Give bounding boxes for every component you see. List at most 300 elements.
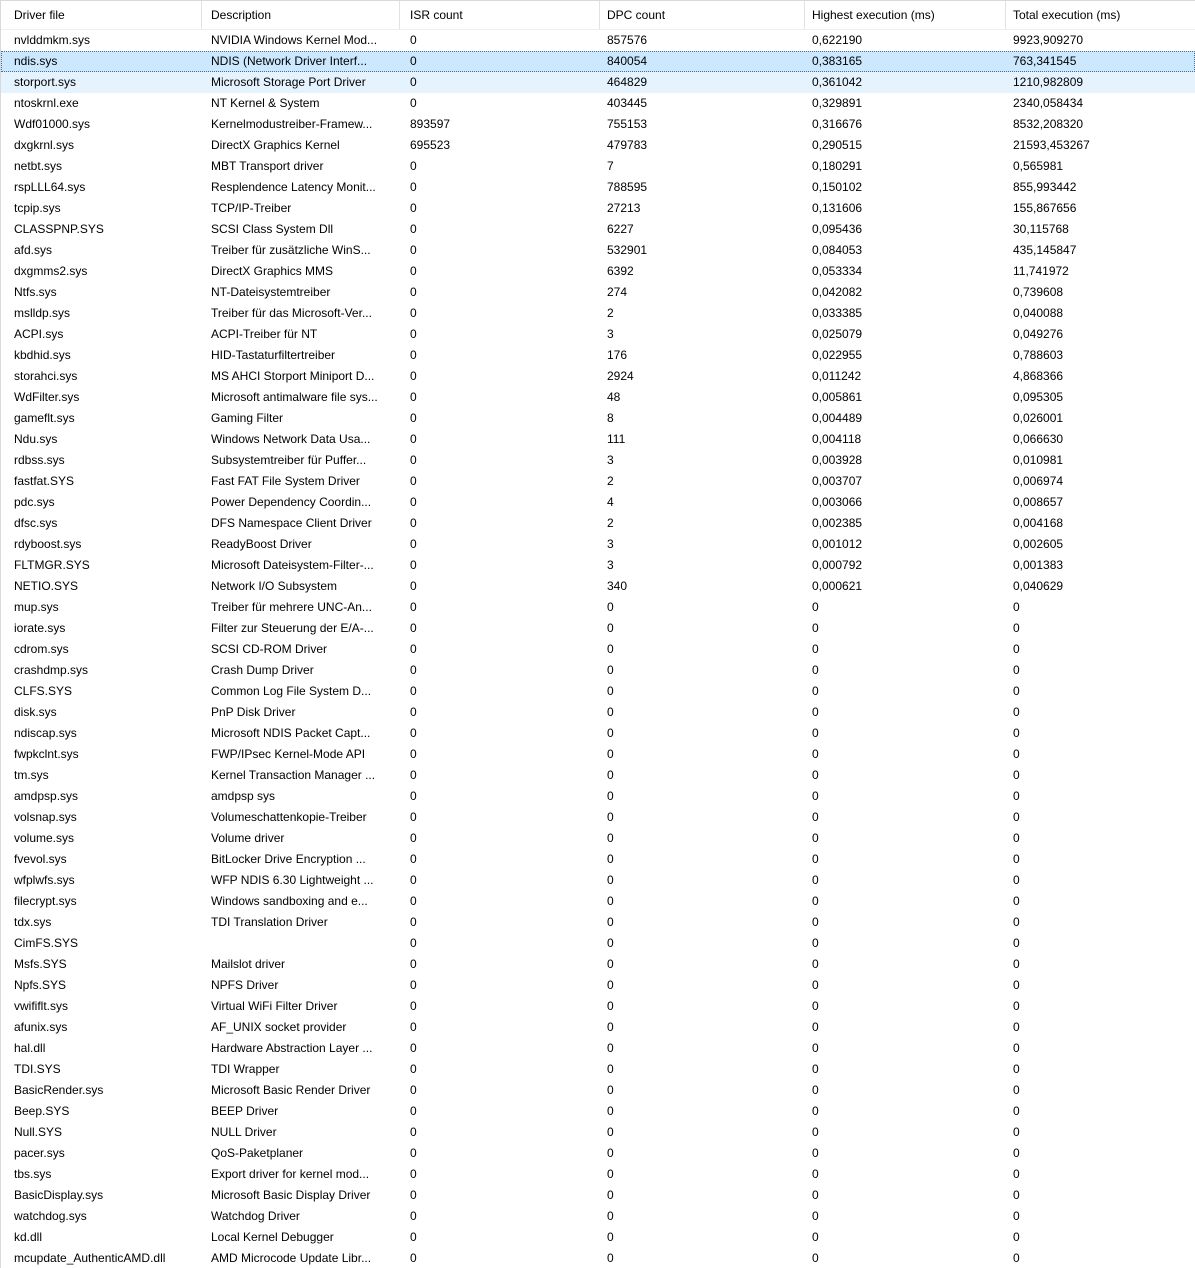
table-row[interactable] — [1, 996, 1195, 1017]
cell-dpc-count: 7 — [607, 159, 614, 173]
cell-dpc-count: 755153 — [607, 117, 648, 131]
cell-description: DirectX Graphics Kernel — [211, 138, 340, 152]
cell-driver-file: rdbss.sys — [14, 453, 65, 467]
cell-dpc-count: 0 — [607, 1230, 614, 1244]
cell-description: Treiber für mehrere UNC-An... — [211, 600, 372, 614]
table-row[interactable] — [1, 534, 1195, 555]
table-row[interactable] — [1, 576, 1195, 597]
cell-dpc-count: 2 — [607, 306, 614, 320]
cell-isr-count: 0 — [410, 915, 417, 929]
cell-description — [202, 933, 400, 954]
cell-description: Subsystemtreiber für Puffer... — [211, 453, 367, 467]
table-row[interactable] — [1, 681, 1195, 702]
table-row[interactable] — [1, 1227, 1195, 1248]
cell-highest-execution: 0 — [812, 1083, 819, 1097]
cell-highest-execution: 0 — [812, 1251, 819, 1265]
cell-total-execution: 30,115768 — [1013, 222, 1069, 236]
cell-dpc-count: 27213 — [607, 201, 641, 215]
cell-isr-count: 0 — [410, 201, 417, 215]
table-row[interactable] — [1, 51, 1195, 72]
table-row[interactable] — [1, 30, 1195, 51]
cell-description: QoS-Paketplaner — [211, 1146, 304, 1160]
table-row[interactable] — [1, 1059, 1195, 1080]
cell-dpc-count: 464829 — [607, 75, 648, 89]
cell-description: MS AHCI Storport Miniport D... — [211, 369, 375, 383]
table-row[interactable] — [1, 639, 1195, 660]
cell-highest-execution: 0,053334 — [812, 264, 863, 278]
cell-driver-file: watchdog.sys — [14, 1209, 87, 1223]
cell-description: BEEP Driver — [211, 1104, 279, 1118]
cell-driver-file: netbt.sys — [14, 159, 63, 173]
cell-highest-execution: 0,000792 — [812, 558, 863, 572]
cell-dpc-count: 0 — [607, 1083, 614, 1097]
table-row[interactable] — [1, 1143, 1195, 1164]
table-row[interactable] — [1, 828, 1195, 849]
cell-total-execution: 0 — [1013, 768, 1020, 782]
cell-isr-count: 0 — [410, 873, 417, 887]
table-row[interactable] — [1, 933, 1195, 954]
cell-highest-execution: 0,001012 — [812, 537, 863, 551]
cell-driver-file: BasicDisplay.sys — [14, 1188, 104, 1202]
cell-isr-count: 0 — [410, 1125, 417, 1139]
cell-description: WFP NDIS 6.30 Lightweight ... — [211, 873, 374, 887]
cell-isr-count: 0 — [410, 75, 417, 89]
cell-highest-execution: 0 — [812, 915, 819, 929]
cell-highest-execution: 0 — [812, 957, 819, 971]
cell-driver-file: CLASSPNP.SYS — [14, 222, 104, 236]
cell-total-execution: 1210,982809 — [1013, 75, 1084, 89]
cell-isr-count: 0 — [410, 54, 417, 68]
table-row[interactable] — [1, 408, 1195, 429]
cell-highest-execution: 0,004489 — [812, 411, 863, 425]
cell-description: Volume driver — [211, 831, 285, 845]
cell-description: DFS Namespace Client Driver — [211, 516, 372, 530]
cell-dpc-count: 532901 — [607, 243, 648, 257]
cell-total-execution: 0 — [1013, 915, 1020, 929]
table-row[interactable] — [1, 555, 1195, 576]
cell-driver-file: NETIO.SYS — [14, 579, 79, 593]
cell-description: amdpsp sys — [211, 789, 276, 803]
cell-dpc-count: 0 — [607, 978, 614, 992]
cell-isr-count: 0 — [410, 558, 417, 572]
cell-dpc-count: 274 — [607, 285, 628, 299]
table-row[interactable] — [1, 303, 1195, 324]
cell-description: TDI Translation Driver — [211, 915, 328, 929]
cell-highest-execution: 0,003707 — [812, 474, 863, 488]
cell-driver-file: iorate.sys — [14, 621, 66, 635]
cell-highest-execution: 0,003928 — [812, 453, 863, 467]
cell-total-execution: 0,026001 — [1013, 411, 1064, 425]
cell-description: Microsoft NDIS Packet Capt... — [211, 726, 371, 740]
cell-highest-execution: 0,095436 — [812, 222, 863, 236]
cell-isr-count: 0 — [410, 1020, 417, 1034]
cell-highest-execution: 0,003066 — [812, 495, 863, 509]
cell-driver-file: ntoskrnl.exe — [14, 96, 79, 110]
cell-highest-execution: 0,042082 — [812, 285, 863, 299]
cell-driver-file: disk.sys — [14, 705, 57, 719]
cell-dpc-count: 0 — [607, 726, 614, 740]
cell-driver-file: storport.sys — [14, 75, 77, 89]
cell-isr-count: 0 — [410, 33, 417, 47]
cell-highest-execution: 0 — [812, 705, 819, 719]
table-row[interactable] — [1, 597, 1195, 618]
cell-isr-count: 0 — [410, 810, 417, 824]
cell-dpc-count: 403445 — [607, 96, 648, 110]
cell-total-execution: 0 — [1013, 1188, 1020, 1202]
table-row[interactable] — [1, 177, 1195, 198]
cell-total-execution: 0,040629 — [1013, 579, 1064, 593]
cell-isr-count: 0 — [410, 327, 417, 341]
table-row[interactable] — [1, 72, 1195, 93]
cell-highest-execution: 0,316676 — [812, 117, 863, 131]
column-header-dpc-count[interactable]: DPC count — [600, 1, 805, 29]
cell-description: ACPI-Treiber für NT — [211, 327, 318, 341]
cell-description: HID-Tastaturfiltertreiber — [211, 348, 336, 362]
cell-highest-execution: 0,002385 — [812, 516, 863, 530]
table-row[interactable] — [1, 240, 1195, 261]
table-row[interactable] — [1, 261, 1195, 282]
cell-highest-execution: 0,150102 — [812, 180, 863, 194]
cell-total-execution: 4,868366 — [1013, 369, 1064, 383]
cell-isr-count: 0 — [410, 474, 417, 488]
table-row[interactable] — [1, 723, 1195, 744]
cell-description: Kernel Transaction Manager ... — [211, 768, 376, 782]
cell-total-execution: 0 — [1013, 1209, 1020, 1223]
cell-isr-count: 0 — [410, 516, 417, 530]
table-row[interactable] — [1, 135, 1195, 156]
cell-driver-file: crashdmp.sys — [14, 663, 89, 677]
cell-dpc-count: 0 — [607, 705, 614, 719]
cell-dpc-count: 8 — [607, 411, 614, 425]
cell-driver-file: ndis.sys — [14, 54, 58, 68]
cell-description: NULL Driver — [211, 1125, 277, 1139]
cell-total-execution: 0 — [1013, 831, 1020, 845]
cell-isr-count: 0 — [410, 411, 417, 425]
cell-highest-execution: 0 — [812, 936, 819, 950]
table-row[interactable] — [1, 1185, 1195, 1206]
table-row[interactable] — [1, 891, 1195, 912]
cell-dpc-count: 0 — [607, 894, 614, 908]
cell-total-execution: 8532,208320 — [1013, 117, 1084, 131]
cell-total-execution: 0,739608 — [1013, 285, 1064, 299]
cell-isr-count: 0 — [410, 684, 417, 698]
cell-isr-count: 0 — [410, 222, 417, 236]
cell-highest-execution: 0 — [812, 810, 819, 824]
cell-highest-execution: 0 — [812, 978, 819, 992]
cell-highest-execution: 0 — [812, 999, 819, 1013]
table-row[interactable] — [1, 744, 1195, 765]
table-row[interactable] — [1, 513, 1195, 534]
table-row[interactable] — [1, 324, 1195, 345]
table-row[interactable] — [1, 1080, 1195, 1101]
cell-total-execution: 0 — [1013, 936, 1020, 950]
table-row[interactable] — [1, 492, 1195, 513]
cell-description: PnP Disk Driver — [211, 705, 296, 719]
table-row[interactable] — [1, 702, 1195, 723]
cell-description: Resplendence Latency Monit... — [211, 180, 376, 194]
cell-isr-count: 0 — [410, 1188, 417, 1202]
cell-total-execution: 0,004168 — [1013, 516, 1064, 530]
cell-description: Mailslot driver — [211, 957, 286, 971]
table-row[interactable] — [1, 954, 1195, 975]
cell-description: Crash Dump Driver — [211, 663, 314, 677]
cell-isr-count: 0 — [410, 726, 417, 740]
cell-total-execution: 0 — [1013, 621, 1020, 635]
column-header-highest-execution[interactable]: Highest execution (ms) — [805, 1, 1006, 29]
cell-highest-execution: 0 — [812, 1146, 819, 1160]
cell-highest-execution: 0 — [812, 873, 819, 887]
cell-isr-count: 0 — [410, 768, 417, 782]
cell-isr-count: 0 — [410, 495, 417, 509]
cell-driver-file: fvevol.sys — [14, 852, 67, 866]
cell-total-execution: 0 — [1013, 957, 1020, 971]
table-row[interactable] — [1, 1164, 1195, 1185]
cell-highest-execution: 0 — [812, 1125, 819, 1139]
cell-total-execution: 0 — [1013, 789, 1020, 803]
cell-description: Microsoft antimalware file sys... — [211, 390, 378, 404]
cell-highest-execution: 0 — [812, 684, 819, 698]
cell-description: ReadyBoost Driver — [211, 537, 312, 551]
cell-dpc-count: 0 — [607, 873, 614, 887]
table-row[interactable] — [1, 345, 1195, 366]
cell-highest-execution: 0 — [812, 1167, 819, 1181]
cell-driver-file: volsnap.sys — [14, 810, 77, 824]
cell-total-execution: 0,066630 — [1013, 432, 1064, 446]
table-row[interactable] — [1, 1122, 1195, 1143]
table-row[interactable] — [1, 1101, 1195, 1122]
cell-isr-count: 0 — [410, 285, 417, 299]
table-row[interactable] — [1, 1206, 1195, 1227]
cell-isr-count: 0 — [410, 453, 417, 467]
cell-dpc-count: 0 — [607, 600, 614, 614]
column-header-isr-count[interactable]: ISR count — [400, 1, 600, 29]
cell-highest-execution: 0,033385 — [812, 306, 863, 320]
cell-driver-file: Npfs.SYS — [14, 978, 67, 992]
cell-description: Kernelmodustreiber-Framew... — [211, 117, 373, 131]
table-row[interactable] — [1, 471, 1195, 492]
table-row[interactable] — [1, 849, 1195, 870]
cell-highest-execution: 0 — [812, 1041, 819, 1055]
table-row[interactable] — [1, 807, 1195, 828]
cell-dpc-count: 0 — [607, 1125, 614, 1139]
cell-total-execution: 0,008657 — [1013, 495, 1064, 509]
cell-total-execution: 0 — [1013, 684, 1020, 698]
cell-isr-count: 0 — [410, 264, 417, 278]
cell-total-execution: 0 — [1013, 1020, 1020, 1034]
cell-dpc-count: 0 — [607, 1167, 614, 1181]
cell-description: SCSI Class System Dll — [211, 222, 334, 236]
table-row[interactable] — [1, 114, 1195, 135]
column-header-description[interactable]: Description — [202, 1, 400, 29]
cell-dpc-count: 0 — [607, 1020, 614, 1034]
cell-highest-execution: 0,290515 — [812, 138, 863, 152]
cell-description: Export driver for kernel mod... — [211, 1167, 370, 1181]
cell-driver-file: rspLLL64.sys — [14, 180, 86, 194]
cell-highest-execution: 0 — [812, 1062, 819, 1076]
cell-total-execution: 2340,058434 — [1013, 96, 1084, 110]
cell-total-execution: 0 — [1013, 726, 1020, 740]
cell-description: Windows Network Data Usa... — [211, 432, 371, 446]
cell-isr-count: 0 — [410, 747, 417, 761]
cell-highest-execution: 0,022955 — [812, 348, 863, 362]
cell-isr-count: 0 — [410, 1104, 417, 1118]
table-row[interactable] — [1, 1017, 1195, 1038]
cell-highest-execution: 0,011242 — [812, 369, 862, 383]
cell-isr-count: 893597 — [410, 117, 451, 131]
cell-total-execution: 0 — [1013, 978, 1020, 992]
cell-description: Common Log File System D... — [211, 684, 372, 698]
table-row[interactable] — [1, 660, 1195, 681]
table-row[interactable] — [1, 912, 1195, 933]
cell-driver-file: tbs.sys — [14, 1167, 52, 1181]
cell-total-execution: 0 — [1013, 1083, 1020, 1097]
cell-dpc-count: 2924 — [607, 369, 634, 383]
cell-description: Treiber für das Microsoft-Ver... — [211, 306, 372, 320]
cell-description: TDI Wrapper — [211, 1062, 280, 1076]
cell-dpc-count: 0 — [607, 789, 614, 803]
cell-isr-count: 0 — [410, 1083, 417, 1097]
cell-dpc-count: 3 — [607, 327, 614, 341]
cell-total-execution: 0,095305 — [1013, 390, 1064, 404]
cell-driver-file: Ndu.sys — [14, 432, 58, 446]
cell-description: Windows sandboxing and e... — [211, 894, 368, 908]
cell-dpc-count: 2 — [607, 516, 614, 530]
table-row[interactable] — [1, 450, 1195, 471]
cell-dpc-count: 0 — [607, 936, 614, 950]
cell-highest-execution: 0 — [812, 789, 819, 803]
cell-total-execution: 0 — [1013, 1230, 1020, 1244]
cell-total-execution: 0 — [1013, 810, 1020, 824]
cell-driver-file: tdx.sys — [14, 915, 52, 929]
cell-highest-execution: 0 — [812, 852, 819, 866]
table-row[interactable] — [1, 429, 1195, 450]
cell-isr-count: 0 — [410, 180, 417, 194]
cell-highest-execution: 0 — [812, 621, 819, 635]
cell-dpc-count: 4 — [607, 495, 614, 509]
cell-highest-execution: 0 — [812, 726, 819, 740]
cell-isr-count: 0 — [410, 96, 417, 110]
cell-dpc-count: 0 — [607, 621, 614, 635]
cell-driver-file: afunix.sys — [14, 1020, 68, 1034]
cell-dpc-count: 0 — [607, 1251, 614, 1265]
cell-isr-count: 0 — [410, 831, 417, 845]
table-row[interactable] — [1, 1248, 1195, 1268]
cell-driver-file: vwififlt.sys — [14, 999, 68, 1013]
cell-total-execution: 21593,453267 — [1013, 138, 1090, 152]
cell-driver-file: nvlddmkm.sys — [14, 33, 91, 47]
cell-highest-execution: 0,329891 — [812, 96, 863, 110]
cell-driver-file: FLTMGR.SYS — [14, 558, 90, 572]
table-row[interactable] — [1, 870, 1195, 891]
table-row[interactable] — [1, 786, 1195, 807]
cell-description: Gaming Filter — [211, 411, 284, 425]
cell-highest-execution: 0 — [812, 1209, 819, 1223]
cell-dpc-count: 176 — [607, 348, 628, 362]
table-row[interactable] — [1, 156, 1195, 177]
cell-dpc-count: 0 — [607, 1209, 614, 1223]
cell-total-execution: 0 — [1013, 1104, 1020, 1118]
cell-total-execution: 763,341545 — [1013, 54, 1077, 68]
cell-description: NT Kernel & System — [211, 96, 320, 110]
cell-driver-file: dxgkrnl.sys — [14, 138, 75, 152]
cell-total-execution: 0 — [1013, 642, 1020, 656]
cell-total-execution: 0,788603 — [1013, 348, 1064, 362]
cell-driver-file: pdc.sys — [14, 495, 55, 509]
cell-highest-execution: 0 — [812, 1230, 819, 1244]
cell-driver-file: cdrom.sys — [14, 642, 69, 656]
cell-isr-count: 0 — [410, 369, 417, 383]
cell-driver-file: Ntfs.sys — [14, 285, 57, 299]
cell-highest-execution: 0,361042 — [812, 75, 863, 89]
cell-highest-execution: 0,180291 — [812, 159, 863, 173]
cell-total-execution: 0 — [1013, 873, 1020, 887]
cell-isr-count: 0 — [410, 306, 417, 320]
cell-isr-count: 0 — [410, 390, 417, 404]
cell-total-execution: 0,006974 — [1013, 474, 1064, 488]
cell-isr-count: 0 — [410, 642, 417, 656]
cell-isr-count: 0 — [410, 1146, 417, 1160]
cell-driver-file: pacer.sys — [14, 1146, 65, 1160]
cell-dpc-count: 479783 — [607, 138, 648, 152]
table-header — [1, 1, 1195, 30]
cell-highest-execution: 0,084053 — [812, 243, 863, 257]
table-row[interactable] — [1, 765, 1195, 786]
column-header-total-execution[interactable]: Total execution (ms) — [1013, 8, 1121, 22]
cell-driver-file: mcupdate_AuthenticAMD.dll — [14, 1251, 166, 1265]
cell-description: AF_UNIX socket provider — [211, 1020, 347, 1034]
table-row[interactable] — [1, 366, 1195, 387]
cell-highest-execution: 0,004118 — [812, 432, 862, 446]
cell-driver-file: BasicRender.sys — [14, 1083, 104, 1097]
cell-total-execution: 0 — [1013, 1146, 1020, 1160]
table-row[interactable] — [1, 975, 1195, 996]
cell-driver-file: ndiscap.sys — [14, 726, 77, 740]
cell-description: BitLocker Drive Encryption ... — [211, 852, 366, 866]
table-row[interactable] — [1, 198, 1195, 219]
cell-highest-execution: 0,025079 — [812, 327, 863, 341]
cell-driver-file: storahci.sys — [14, 369, 78, 383]
cell-dpc-count: 0 — [607, 768, 614, 782]
table-row[interactable] — [1, 618, 1195, 639]
table-row[interactable] — [1, 219, 1195, 240]
cell-highest-execution: 0,622190 — [812, 33, 863, 47]
cell-total-execution: 0 — [1013, 852, 1020, 866]
cell-highest-execution: 0,000621 — [812, 579, 863, 593]
cell-total-execution: 0 — [1013, 1041, 1020, 1055]
cell-driver-file: Wdf01000.sys — [14, 117, 91, 131]
cell-isr-count: 0 — [410, 705, 417, 719]
table-row[interactable] — [1, 1038, 1195, 1059]
cell-isr-count: 0 — [410, 999, 417, 1013]
cell-total-execution: 0 — [1013, 1125, 1020, 1139]
cell-driver-file: Msfs.SYS — [14, 957, 67, 971]
cell-driver-file: ACPI.sys — [14, 327, 64, 341]
cell-isr-count: 0 — [410, 621, 417, 635]
table-row[interactable] — [1, 93, 1195, 114]
cell-isr-count: 0 — [410, 600, 417, 614]
cell-driver-file: hal.dll — [14, 1041, 46, 1055]
cell-dpc-count: 857576 — [607, 33, 648, 47]
column-header-driver-file[interactable]: Driver file — [1, 1, 202, 29]
table-row[interactable] — [1, 282, 1195, 303]
cell-description: AMD Microcode Update Libr... — [211, 1251, 372, 1265]
cell-highest-execution: 0 — [812, 1020, 819, 1034]
cell-isr-count: 0 — [410, 894, 417, 908]
cell-isr-count: 0 — [410, 159, 417, 173]
cell-description: Power Dependency Coordin... — [211, 495, 372, 509]
table-row[interactable] — [1, 387, 1195, 408]
cell-isr-count: 0 — [410, 663, 417, 677]
